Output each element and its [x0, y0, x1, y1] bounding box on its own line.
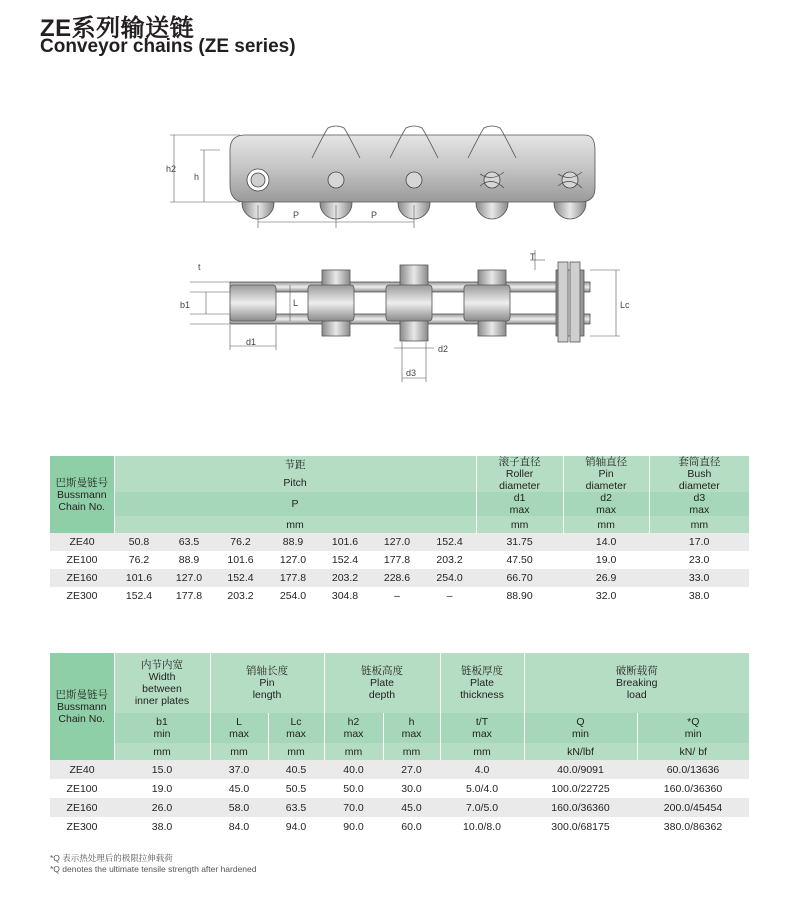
pitch-unit: mm: [114, 516, 476, 533]
value-cell: 50.5: [268, 779, 324, 798]
value-cell: 10.0/8.0: [440, 817, 524, 836]
value-cell: 40.0/9091: [524, 760, 637, 779]
breaking-load-header: 破断载荷 Breaking load: [524, 653, 749, 713]
value-cell: 70.0: [324, 798, 383, 817]
table-row: [50, 817, 749, 836]
value-cell: 101.6: [319, 533, 371, 551]
unit-header: mm: [324, 743, 383, 760]
value-cell: 203.2: [319, 569, 371, 587]
value-cell: 228.6: [371, 569, 423, 587]
value-cell: 31.75: [476, 533, 563, 551]
symbol-header: h max: [383, 713, 440, 743]
table-row: [50, 551, 749, 569]
value-cell: 304.8: [319, 587, 371, 605]
value-cell: 160.0/36360: [637, 779, 749, 798]
unit-header: mm: [383, 743, 440, 760]
value-cell: 88.9: [267, 533, 319, 551]
table-row: [50, 779, 749, 798]
pin-diameter-header: 销轴直径 Pin diameter: [563, 456, 649, 492]
value-cell: 40.5: [268, 760, 324, 779]
plate-depth-header: 链板高度 Plate depth: [324, 653, 440, 713]
value-cell: 203.2: [423, 551, 476, 569]
footnote-cn: *Q 表示热处理后的极限拉伸载荷: [50, 853, 173, 863]
value-cell: 63.5: [164, 533, 214, 551]
pin-unit: mm: [563, 516, 649, 533]
value-cell: 30.0: [383, 779, 440, 798]
symbol-header: h2 max: [324, 713, 383, 743]
label-pitch-2: P: [371, 210, 378, 220]
value-cell: 23.0: [649, 551, 749, 569]
value-cell: 58.0: [210, 798, 268, 817]
value-cell: 152.4: [214, 569, 267, 587]
value-cell: 45.0: [210, 779, 268, 798]
value-cell: 127.0: [371, 533, 423, 551]
unit-header: mm: [114, 743, 210, 760]
value-cell: 300.0/68175: [524, 817, 637, 836]
chain-no-cell: ZE300: [50, 587, 114, 605]
value-cell: 380.0/86362: [637, 817, 749, 836]
plate-thickness-header: 链板厚度 Plate thickness: [440, 653, 524, 713]
value-cell: 160.0/36360: [524, 798, 637, 817]
value-cell: 66.70: [476, 569, 563, 587]
value-cell: 5.0/4.0: [440, 779, 524, 798]
value-cell: 94.0: [268, 817, 324, 836]
value-cell: 40.0: [324, 760, 383, 779]
symbol-header: *Q min: [637, 713, 749, 743]
value-cell: 4.0: [440, 760, 524, 779]
top-view: [230, 262, 590, 342]
page-title-en: Conveyor chains (ZE series): [40, 36, 296, 57]
unit-header: kN/ bf: [637, 743, 749, 760]
value-cell: 17.0: [649, 533, 749, 551]
chain-no-header: 巴斯曼链号 Bussmann Chain No.: [50, 456, 114, 533]
roller-unit: mm: [476, 516, 563, 533]
value-cell: 152.4: [114, 587, 164, 605]
value-cell: 38.0: [114, 817, 210, 836]
value-cell: 26.0: [114, 798, 210, 817]
bush-symbol: d3 max: [649, 492, 749, 516]
value-cell: 152.4: [423, 533, 476, 551]
value-cell: 101.6: [114, 569, 164, 587]
value-cell: 90.0: [324, 817, 383, 836]
pin-length-header: 销轴长度 Pin length: [210, 653, 324, 713]
symbol-header: Lc max: [268, 713, 324, 743]
value-cell: 200.0/45454: [637, 798, 749, 817]
value-cell: 45.0: [383, 798, 440, 817]
value-cell: 76.2: [214, 533, 267, 551]
unit-header: mm: [440, 743, 524, 760]
value-cell: 88.9: [164, 551, 214, 569]
value-cell: 60.0: [383, 817, 440, 836]
roller-symbol: d1 max: [476, 492, 563, 516]
chain-no-cell: ZE40: [50, 533, 114, 551]
pitch-header: 节距 Pitch: [114, 456, 476, 492]
bush-diameter-header: 套筒直径 Bush diameter: [649, 456, 749, 492]
chain-no-cell: ZE160: [50, 798, 114, 817]
chain-no-cell: ZE40: [50, 760, 114, 779]
unit-header: kN/lbf: [524, 743, 637, 760]
value-cell: 177.8: [267, 569, 319, 587]
roller-header: 滚子直径 Roller diameter: [476, 456, 563, 492]
pitch-symbol: P: [114, 492, 476, 516]
value-cell: 101.6: [214, 551, 267, 569]
label-Lc: Lc: [620, 300, 630, 310]
label-T: T: [530, 252, 536, 262]
table-row: [50, 569, 749, 587]
value-cell: 127.0: [164, 569, 214, 587]
table-row: [50, 760, 749, 779]
bush-unit: mm: [649, 516, 749, 533]
value-cell: –: [371, 587, 423, 605]
value-cell: 19.0: [114, 779, 210, 798]
symbol-header: t/T max: [440, 713, 524, 743]
value-cell: 177.8: [164, 587, 214, 605]
value-cell: 152.4: [319, 551, 371, 569]
unit-header: mm: [210, 743, 268, 760]
value-cell: 63.5: [268, 798, 324, 817]
label-b1: b1: [180, 300, 191, 310]
value-cell: 19.0: [563, 551, 649, 569]
chain-no-cell: ZE100: [50, 779, 114, 798]
label-d2: d2: [438, 344, 449, 354]
label-d1: d1: [246, 337, 257, 347]
chain-technical-drawing: [150, 110, 650, 400]
page-title-cn: ZE系列输送链: [40, 15, 195, 42]
value-cell: 32.0: [563, 587, 649, 605]
value-cell: 14.0: [563, 533, 649, 551]
value-cell: 203.2: [214, 587, 267, 605]
value-cell: 15.0: [114, 760, 210, 779]
pitch-diameter-table: [50, 456, 749, 605]
symbol-header: L max: [210, 713, 268, 743]
value-cell: 47.50: [476, 551, 563, 569]
value-cell: –: [423, 587, 476, 605]
label-h: h: [194, 172, 200, 182]
value-cell: 254.0: [267, 587, 319, 605]
value-cell: 50.8: [114, 533, 164, 551]
side-view: [230, 126, 595, 219]
chain-no-cell: ZE100: [50, 551, 114, 569]
value-cell: 26.9: [563, 569, 649, 587]
value-cell: 33.0: [649, 569, 749, 587]
label-pitch-1: P: [293, 210, 300, 220]
value-cell: 254.0: [423, 569, 476, 587]
table-row: [50, 798, 749, 817]
symbol-header: Q min: [524, 713, 637, 743]
label-t: t: [198, 262, 201, 272]
width-header: 内节内宽 Width between inner plates: [114, 653, 210, 713]
table-row: [50, 587, 749, 605]
value-cell: 88.90: [476, 587, 563, 605]
label-L: L: [293, 298, 299, 308]
value-cell: 84.0: [210, 817, 268, 836]
value-cell: 38.0: [649, 587, 749, 605]
value-cell: 7.0/5.0: [440, 798, 524, 817]
pin-symbol: d2 max: [563, 492, 649, 516]
symbol-header: b1 min: [114, 713, 210, 743]
unit-header: mm: [268, 743, 324, 760]
label-d3: d3: [406, 368, 417, 378]
footnote-en: *Q denotes the ultimate tensile strength after hardened: [50, 864, 257, 874]
dimensions-load-table: [50, 653, 749, 836]
label-h2: h2: [166, 164, 177, 174]
value-cell: 100.0/22725: [524, 779, 637, 798]
value-cell: 37.0: [210, 760, 268, 779]
value-cell: 177.8: [371, 551, 423, 569]
value-cell: 76.2: [114, 551, 164, 569]
value-cell: 127.0: [267, 551, 319, 569]
value-cell: 50.0: [324, 779, 383, 798]
chain-no-cell: ZE160: [50, 569, 114, 587]
table-row: [50, 533, 749, 551]
chain-no-cell: ZE300: [50, 817, 114, 836]
chain-no-header-2: 巴斯曼链号 Bussmann Chain No.: [50, 653, 114, 760]
value-cell: 27.0: [383, 760, 440, 779]
value-cell: 60.0/13636: [637, 760, 749, 779]
